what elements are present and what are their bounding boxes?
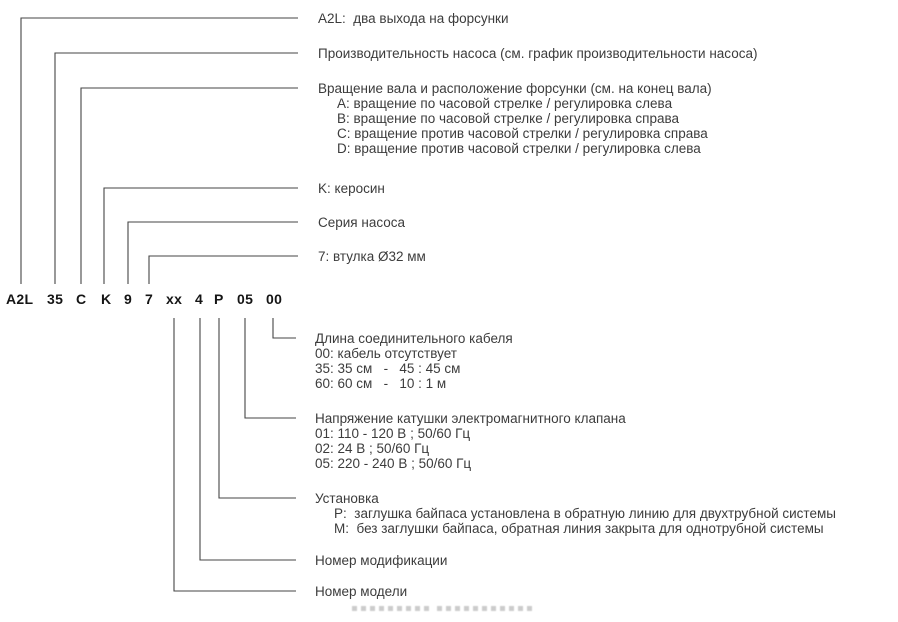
code-segment-4: 4 xyxy=(195,291,204,307)
annotation-cable-length-option-00: 00: кабель отсутствует xyxy=(315,346,457,361)
connector-k xyxy=(104,188,298,284)
code-segment-7: 7 xyxy=(145,291,154,307)
annotation-cable-length xyxy=(315,331,513,391)
annotation-installation-title: Установка xyxy=(315,491,379,506)
annotation-modification-number-title: Номер модификации xyxy=(315,553,448,568)
code-segment-xx: xx xyxy=(166,291,183,307)
annotation-kerosene-title: K: керосин xyxy=(318,181,385,196)
annotation-shaft-rotation xyxy=(318,81,712,156)
annotation-cable-length-option-60-10: 60: 60 см - 10 : 1 м xyxy=(315,376,447,391)
connector-c xyxy=(81,88,298,284)
annotation-shaft-rotation-option-b: B: вращение по часовой стрелке / регулировка справа xyxy=(337,111,680,126)
annotation-pump-capacity-title: Производительность насоса (см. график производительности насоса) xyxy=(318,46,758,61)
code-segment-p: P xyxy=(214,291,224,307)
connector-7 xyxy=(149,256,298,284)
cutoff-text-fragment-2 xyxy=(437,606,533,611)
annotation-shaft-rotation-title: Вращение вала и расположение форсунки (см. на конец вала) xyxy=(318,81,712,96)
annotation-pump-series xyxy=(318,215,405,230)
connector-05 xyxy=(245,318,296,418)
code-segment-k: K xyxy=(101,291,112,307)
code-segment-35: 35 xyxy=(47,291,64,307)
annotation-coil-voltage-option-01: 01: 110 - 120 В ; 50/60 Гц xyxy=(315,426,471,441)
annotation-coil-voltage xyxy=(315,411,626,471)
annotation-coil-voltage-option-05: 05: 220 - 240 В ; 50/60 Гц xyxy=(315,456,472,471)
code-segment-00: 00 xyxy=(266,291,283,307)
annotation-coil-voltage-title: Напряжение катушки электромагнитного клапана xyxy=(315,411,626,426)
annotation-pump-series-title: Серия насоса xyxy=(318,215,405,230)
annotation-outlets-title: A2L: два выхода на форсунки xyxy=(318,11,509,26)
cutoff-text-fragment-1 xyxy=(352,606,432,611)
connector-xx xyxy=(174,318,296,591)
connector-9 xyxy=(128,222,298,284)
code-segment-a2l: A2L xyxy=(6,291,34,307)
annotation-coil-voltage-option-02: 02: 24 В ; 50/60 Гц xyxy=(315,441,430,456)
connector-a2l xyxy=(21,18,298,284)
connector-00 xyxy=(273,318,296,338)
annotation-cable-length-title: Длина соединительного кабеля xyxy=(315,331,513,346)
annotation-modification-number xyxy=(315,553,447,568)
annotation-pump-capacity xyxy=(318,46,757,61)
connector-p xyxy=(219,318,296,498)
code-segment-05: 05 xyxy=(237,291,254,307)
annotation-shaft-rotation-option-a: A: вращение по часовой стрелке / регулировка слева xyxy=(337,96,673,111)
connector-4 xyxy=(200,318,296,560)
annotation-bushing xyxy=(318,249,426,264)
code-segment-9: 9 xyxy=(124,291,133,307)
annotation-installation-option-p: P: заглушка байпаса установлена в обратную линию для двухтрубной системы xyxy=(334,506,836,521)
annotation-cable-length-option-35-45: 35: 35 см - 45 : 45 см xyxy=(315,361,461,376)
annotation-shaft-rotation-option-d: D: вращение против часовой стрелки / регулировка слева xyxy=(337,141,701,156)
annotation-outlets xyxy=(318,11,509,26)
annotation-model-number-title: Номер модели xyxy=(315,584,408,599)
annotation-installation xyxy=(315,491,836,536)
annotation-kerosene xyxy=(318,181,385,196)
annotation-shaft-rotation-option-c: C: вращение против часовой стрелки / регулировка справа xyxy=(337,126,708,141)
code-segment-c: C xyxy=(76,291,87,307)
annotation-installation-option-m: M: без заглушки байпаса, обратная линия закрыта для однотрубной системы xyxy=(334,521,824,536)
annotation-bushing-title: 7: втулка Ø32 мм xyxy=(318,249,426,264)
annotation-model-number xyxy=(315,584,407,599)
